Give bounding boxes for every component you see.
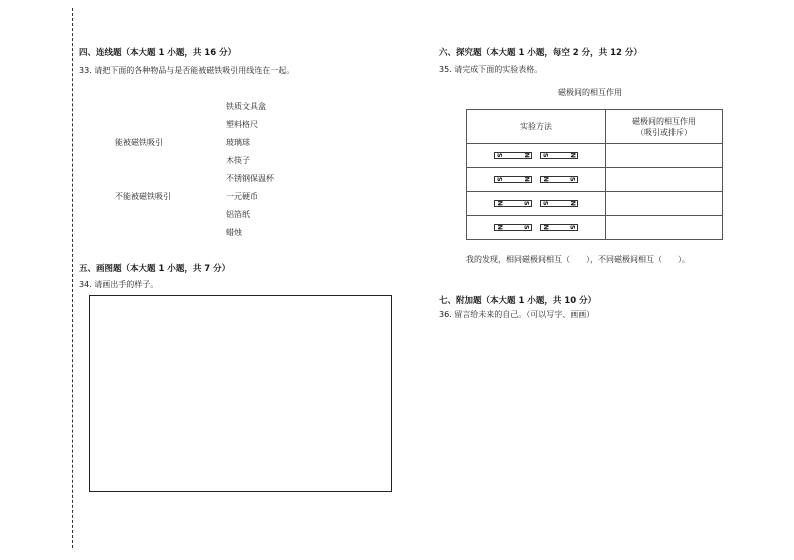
answer-cell-4[interactable] [606,216,723,240]
section4-heading: 四、连线题（本大题 1 小题，共 16 分） [79,48,237,58]
magnet-left: S N [495,176,531,183]
drawing-area[interactable] [89,295,392,492]
finding-sentence[interactable]: 我的发现，相同磁极间相互（ ），不同磁极间相互（ ）。 [466,255,690,264]
question-36: 36. 留言给未来的自己。（可以写字、画画） [439,310,595,319]
item-iron-pencil-box[interactable]: 铁质文具盒 [226,102,266,111]
magnet-right: N S [541,176,577,183]
question-34: 34. 请画出手的样子。 [79,280,159,289]
section7-heading: 七、附加题（本大题 1 小题，共 10 分） [439,296,597,306]
question-33: 33. 请把下面的各种物品与是否能被磁铁吸引用线连在一起。 [79,66,295,75]
table-row [467,144,723,168]
label-attracted[interactable]: 能被磁铁吸引 [115,138,163,147]
header-result-line1: 磁极间的相互作用 [632,116,696,126]
answer-cell-3[interactable] [606,192,723,216]
header-result-line2: （吸引或排斥） [636,127,692,137]
table-row [467,192,723,216]
item-aluminum-foil[interactable]: 铝箔纸 [226,210,250,219]
magnet-left: N S [495,200,531,207]
table-row [467,216,723,240]
magnet-right: S N [541,152,577,159]
item-plastic-ruler[interactable]: 塑料格尺 [226,120,258,129]
magnet-left: S N [495,152,531,159]
item-glass-marble[interactable]: 玻璃球 [226,138,250,147]
method-cell-2 [467,168,606,192]
answer-cell-1[interactable] [606,144,723,168]
item-one-yuan-coin[interactable]: 一元硬币 [226,192,258,201]
method-cell-4 [467,216,606,240]
header-method: 实验方法 [467,110,606,144]
section6-heading: 六、探究题（本大题 1 小题，每空 2 分，共 12 分） [439,48,642,58]
header-result [606,110,723,144]
question-35: 35. 请完成下面的实验表格。 [439,65,543,74]
item-steel-thermos[interactable]: 不锈钢保温杯 [226,174,274,183]
method-cell-3 [467,192,606,216]
table-title: 磁极间的相互作用 [558,88,622,97]
magnet-right: N S [541,224,577,231]
label-not-attracted[interactable]: 不能被磁铁吸引 [115,192,171,201]
item-candle[interactable]: 蜡烛 [226,228,242,237]
method-cell-1 [467,144,606,168]
magnet-left: N S [495,224,531,231]
section5-heading: 五、画图题（本大题 1 小题，共 7 分） [79,264,231,274]
table-row [467,168,723,192]
binding-dashed-line [72,8,73,548]
item-wooden-chopsticks[interactable]: 木筷子 [226,156,250,165]
magnet-right: S N [541,200,577,207]
experiment-table [466,109,723,240]
answer-cell-2[interactable] [606,168,723,192]
